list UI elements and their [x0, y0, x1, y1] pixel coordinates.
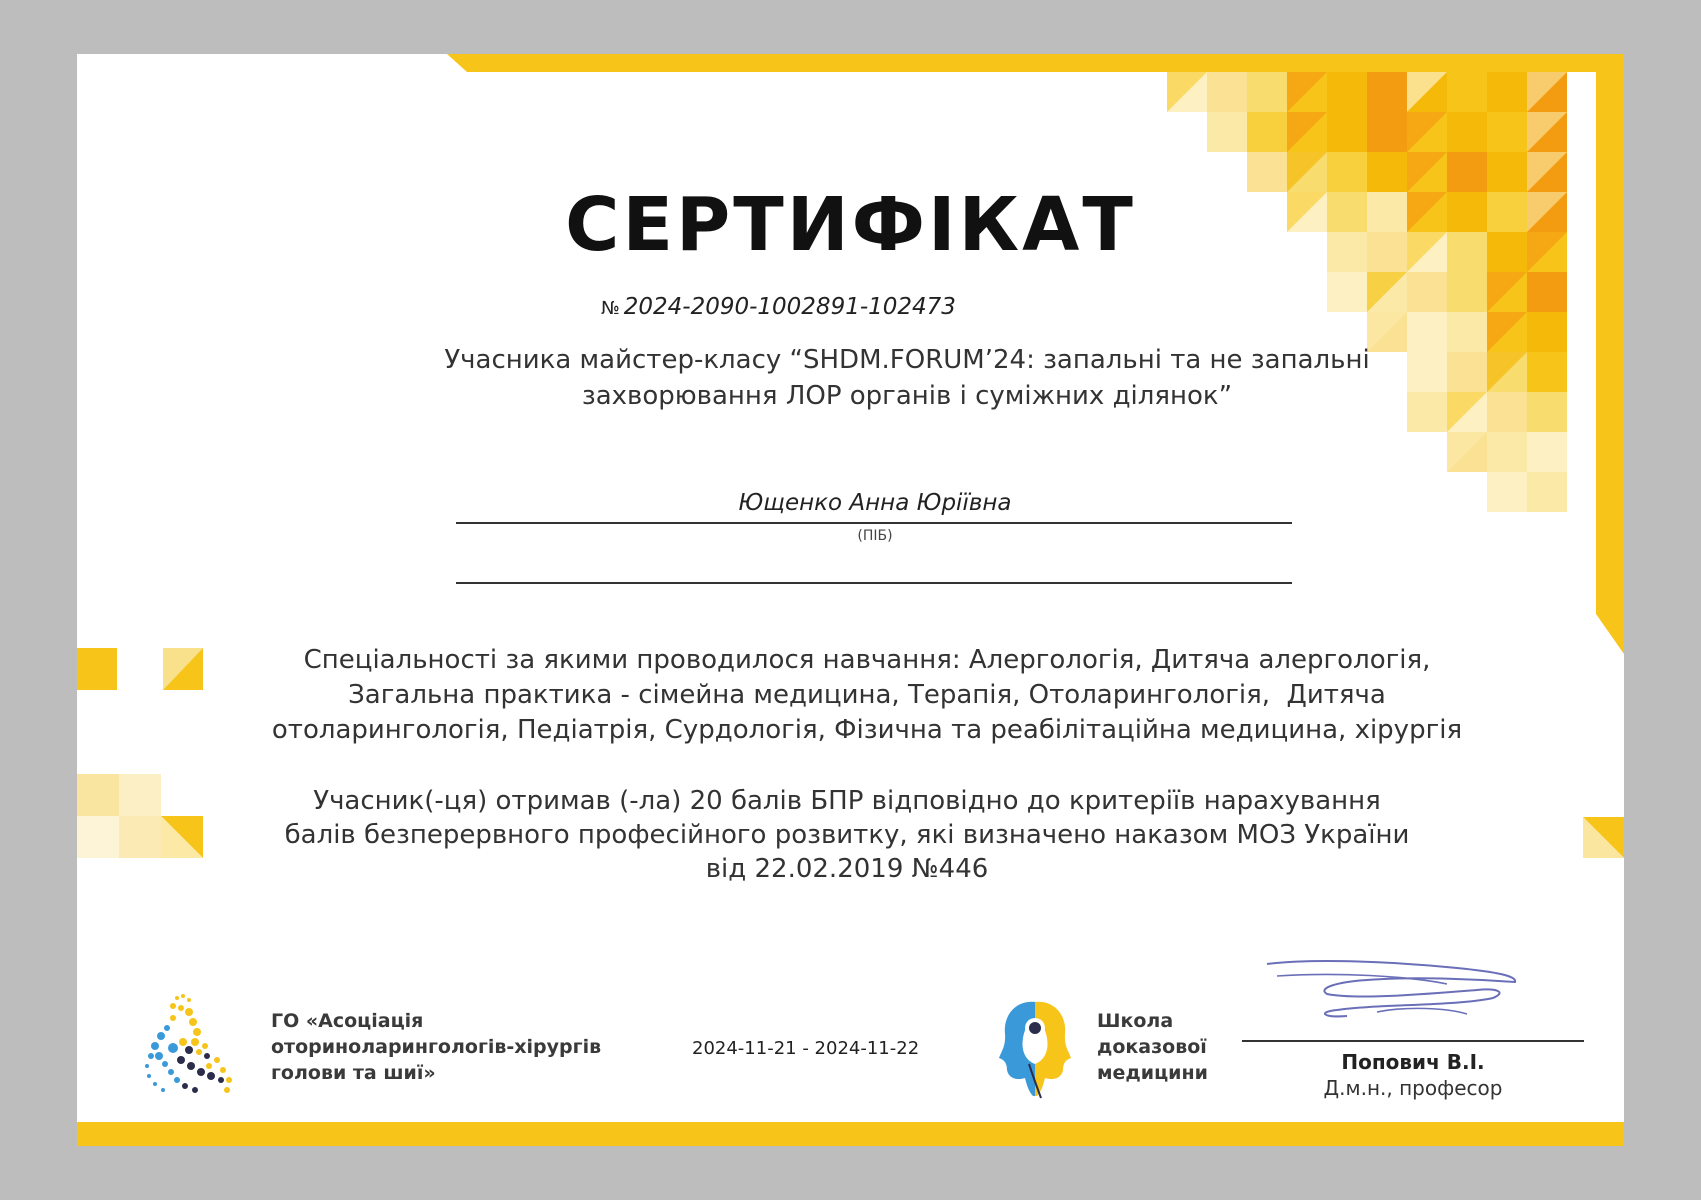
mosaic-tile	[1527, 352, 1567, 392]
logo-dot	[170, 1003, 176, 1009]
logo-dot	[218, 1077, 224, 1083]
organization-line-2: оториноларингологів-хірургів	[271, 1036, 602, 1058]
logo-dot	[162, 1061, 168, 1067]
logo-dot	[151, 1042, 159, 1050]
name-caption: (ПІБ)	[857, 528, 893, 544]
certificate-title: СЕРТИФІКАТ	[565, 182, 1136, 268]
logo-dot	[179, 1038, 187, 1046]
mosaic-tile	[1527, 392, 1567, 432]
logo-dot	[214, 1057, 220, 1063]
specialties-line-2: Загальна практика - сімейна медицина, Терапія, Отоларингологія, Дитяча	[348, 680, 1386, 710]
logo-dot	[187, 998, 191, 1002]
event-dates: 2024-11-21 - 2024-11-22	[692, 1038, 920, 1059]
mosaic-tile	[1447, 272, 1487, 312]
mosaic-tile	[1487, 432, 1527, 472]
organization-line-3: голови та шиї»	[271, 1062, 436, 1084]
logo-dot	[168, 1043, 178, 1053]
points-text	[197, 784, 1497, 886]
organization-line-1: ГО «Асоціація	[271, 1010, 424, 1032]
mosaic-tile	[1367, 72, 1407, 112]
participant-name: Ющенко Анна Юріївна	[738, 490, 1012, 516]
logo-dot	[147, 1074, 151, 1078]
logo-dot	[181, 994, 185, 998]
school-line-3: медицини	[1097, 1062, 1208, 1084]
logo-dot	[145, 1064, 149, 1068]
logo-dot	[168, 1069, 174, 1075]
mosaic-tile	[1527, 432, 1567, 472]
dots-logo-icon	[137, 990, 247, 1100]
logo-dot	[170, 1015, 176, 1021]
mosaic-tile	[1487, 72, 1527, 112]
logo-dot	[153, 1082, 157, 1086]
course-line-1: Учасника майстер-класу “SHDM.FORUM’24: запальні та не запальні	[444, 345, 1370, 375]
logo-dot	[174, 1077, 180, 1083]
mosaic-tile	[1207, 112, 1247, 152]
name-underline	[456, 522, 1292, 524]
logo-dot	[185, 1046, 193, 1054]
logo-dot	[164, 1025, 170, 1031]
logo-dot	[148, 1053, 154, 1059]
signer-name: Попович В.І.	[1341, 1050, 1485, 1074]
mosaic-tile	[1367, 112, 1407, 152]
mosaic-tile	[1247, 112, 1287, 152]
mosaic-tile	[1447, 72, 1487, 112]
logo-dot	[157, 1032, 165, 1040]
logo-dot	[202, 1043, 208, 1049]
school-line-2: доказової	[1097, 1036, 1207, 1058]
points-line-1: Учасник(-ця) отримав (-ла) 20 балів БПР відповідно до критеріїв нарахування	[313, 786, 1381, 816]
signature-line	[1242, 1040, 1584, 1042]
course-description	[307, 342, 1507, 414]
certificate-number	[601, 294, 956, 320]
specialties-line-3: отоларингологія, Педіатрія, Сурдологія, Фізична та реабілітаційна медицина, хірургія	[271, 715, 1463, 745]
points-line-3: від 22.02.2019 №446	[705, 854, 989, 884]
logo-dot	[161, 1088, 165, 1092]
mosaic-tile	[1527, 312, 1567, 352]
mosaic-tile	[1247, 72, 1287, 112]
logo-dot	[206, 1063, 212, 1069]
mosaic-tile	[1487, 112, 1527, 152]
mosaic-tile	[1207, 72, 1247, 112]
specialties-line-1: Спеціальності за якими проводилося навчання: Алергологія, Дитяча алергологія,	[303, 645, 1431, 675]
number-value: 2024-2090-1002891-102473	[623, 294, 956, 320]
mosaic-tile	[1487, 472, 1527, 512]
logo-dot	[189, 1018, 197, 1026]
specialties-text	[207, 643, 1527, 748]
mosaic-tile	[1407, 272, 1447, 312]
organization-name	[271, 1008, 601, 1086]
course-line-2: захворювання ЛОР органів і суміжних ділянок”	[581, 381, 1233, 411]
signer-title: Д.м.н., професор	[1323, 1076, 1503, 1100]
logo-dot	[220, 1067, 226, 1073]
two-faces-logo-icon	[995, 994, 1075, 1104]
logo-dot	[182, 1083, 188, 1089]
logo-dot	[191, 1038, 199, 1046]
logo-dot	[226, 1077, 232, 1083]
logo-dot	[204, 1053, 210, 1059]
mosaic-tile	[1527, 272, 1567, 312]
logo-dot	[187, 1062, 195, 1070]
mosaic-tile	[1327, 112, 1367, 152]
logo-dot	[192, 1087, 198, 1093]
points-line-2: балів безперервного професійного розвитку, які визначено наказом МОЗ України	[284, 820, 1410, 850]
logo-dot	[224, 1087, 230, 1093]
mosaic-tile	[1447, 112, 1487, 152]
school-name	[1097, 1008, 1208, 1086]
logo-dot	[185, 1008, 193, 1016]
mosaic-tile	[1327, 272, 1367, 312]
logo-dot	[196, 1049, 202, 1055]
logo-dot	[155, 1052, 163, 1060]
blank-underline	[456, 582, 1292, 584]
certificate-sheet	[77, 54, 1624, 1146]
logo-dot	[193, 1028, 201, 1036]
number-prefix: №	[601, 298, 620, 319]
logo-dot	[197, 1068, 205, 1076]
handwritten-signature	[1257, 954, 1537, 1034]
mosaic-tile	[1327, 72, 1367, 112]
logo-dot	[207, 1072, 215, 1080]
logo-dot	[177, 1056, 185, 1064]
logo-dot	[178, 1005, 184, 1011]
logo-dot	[175, 996, 179, 1000]
mosaic-tile	[1527, 472, 1567, 512]
school-line-1: Школа	[1097, 1010, 1174, 1032]
